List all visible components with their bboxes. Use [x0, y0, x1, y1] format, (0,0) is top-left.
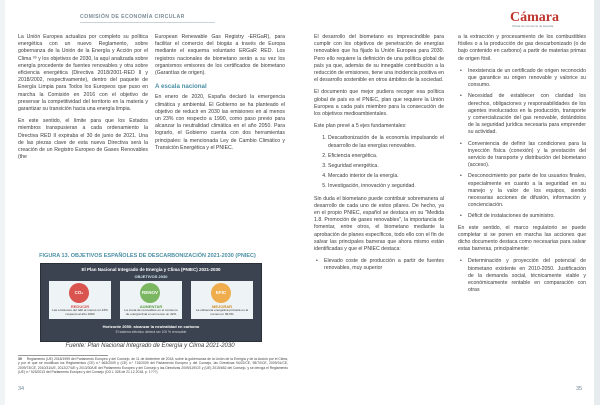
axes-list [314, 135, 444, 190]
list-item: • Determinación y proyección del potencial de biometano existente en 2010-2050. Justificación de la demanda social, técnicamente viable y económicamente rentable en comparación con otras [468, 258, 586, 294]
mid-paragraph-2: En enero de 2020, España declaró la emergencia climática y ambiental. El Gobierno se ha planteado el objetivo de reducir en 2030 las emisiones en al menos un 23% con respecto a 1990, como paso previo para alcanzar la neutralidad climática en el año 2050. Para lograrlo, el Gobierno cuenta con dos herramientas principales: la mencionada Ley de Cambio Climático y Transición Energética y el PNIEC. [155, 94, 285, 151]
page-edge-left [0, 0, 5, 405]
actions-list [458, 258, 586, 294]
list-item: 3. Seguridad energética. [328, 163, 444, 170]
header-rule [80, 22, 215, 23]
card-text: La cuota de renovables en el consumo de energía final en al menos un 42% [124, 308, 178, 316]
figure-footer: Horizonte 2050: alcanzar la neutralidad en carbono [102, 324, 200, 329]
list-item: 1. Descarbonización de la economía impulsando el desarrollo de las energías renovables. [328, 135, 444, 149]
right-column-2 [458, 34, 586, 299]
logo-sub: Oficial de Comercio de España [512, 24, 554, 28]
r2-paragraph-2: En este sentido, el marco regulatorio se puede completar si se ponen en marcha las acciones que dicho documento destaca como necesarias para salvar estas barreras, principalmente: [458, 224, 586, 253]
figure-subtitle: OBJETIVOS 2030 [134, 274, 168, 279]
footnote-text: Reglamento (UE) 2018/1999 del Parlamento Europeo y del Consejo, de 11 de diciembre de 2018, sobre la gobernanza de la Unión de la Energía y de la Acción por el Clima, y por el que se modifican los Reglamentos (CE) n.º 663/2009 y (CE) n.º 715/2009 del Parlamento Europeo y del Consejo, las Directivas 94/22/CE, 98/70/CE, 2009/31/CE, 2009/73/CE, 2010/31/UE, 2012/27/UE y 2013/30/UE del Parlamento Europeo y del Consejo y las Directivas 2009/119/CE y (UE) 2015/652 del Consejo, y se deroga el Reglamento (UE) n.º 525/2013 del Parlamento Europeo y del Consejo (DO L 328 de 21.12.2018, p. 1???) [18, 357, 288, 375]
list-item: 5. Investigación, innovación y seguridad. [328, 183, 444, 190]
header-title: COMISIÓN DE ECONOMÍA CIRCULAR [80, 14, 185, 20]
card-title: MEJORAR [211, 304, 232, 309]
card-text: Las emisiones del GEI al menos un 23% respecto al año 1990 [52, 308, 108, 316]
logo-name: Cámara [510, 10, 559, 25]
right-column-1 [314, 34, 444, 277]
left-paragraph-1: La Unión Europea actualiza por completo su política energética con un nuevo Reglamento, sobre gobernanza de la Unión de la Energía y Acción por el Clima ³⁹ y los objetivos de 2030, la aquí analizada sobre energía procedente de fuentes renovables y otra sobre eficiencia energética (Directiva 2018/2001-RED II y 2018/2002, respectivamente), dentro del paquete de Energía Limpia para Todos los Europeos que puso en marcha la Comisión en 2016 con el objetivo de preservar la competitividad del territorio en la materia y garantizar su transición hacia una energía limpia. [18, 34, 148, 113]
page-number-left: 34 [18, 386, 25, 392]
co2-icon: CO₂ [69, 283, 89, 303]
mid-paragraph-1: European Renewable Gas Registry -ERGaR), para facilitar el comercio del biogás a través de Europa mediante el esquema voluntario ERGaR RED. Los registros nacionales de biometano serán a su vez los organismos emisores de los certificados de biometano (Garantías de origen). [155, 34, 285, 77]
list-item: 2. Eficiencia energética. [328, 153, 444, 160]
footnote-rule [18, 355, 108, 356]
r1-paragraph-4: Sin duda el biometano puede contribuir sobremanera al desarrollo de cada uno de estos pilares. De hecho, ya en el propio PNIEC, español se destaca en su "Medida 1.8. Promoción de gases renovables", la importancia de fomentar, entre otros, el biometano mediante la aprobación de planes específicos, todo ello con el fin de salvar las principales barreras que ahora mismo están identificadas y que el PNIEC destaca: [314, 195, 444, 253]
page-number-right: 35 [576, 386, 583, 392]
figure-caption: FIGURA 13. OBJETIVOS ESPAÑOLES DE DESCARBONIZACIÓN 2021-2030 (PNIEC) [39, 253, 256, 259]
figure-pniec [40, 263, 262, 342]
barriers-list-cont [458, 68, 586, 221]
list-item: • Necesidad de establecer con claridad los derechos, obligaciones y responsabilidades de los agentes involucrados en la producción, transporte y comercialización del gas renovable, dotándolos de la seguridad jurídica necesaria para emprender su actividad. [468, 93, 586, 136]
list-item: • Inexistencia de un certificado de origen reconocido que garantice su origen renovable y valorice su consumo. [468, 68, 586, 90]
figure-card-reduce [49, 281, 111, 319]
list-item: • Elevado coste de producción a partir de fuentes renovables, muy superior [324, 258, 444, 272]
figure-card-increase [120, 281, 182, 319]
section-heading: A escala nacional [155, 83, 207, 91]
efficiency-icon: EFIC [211, 283, 231, 303]
card-title: AUMENTAR [139, 304, 163, 309]
figure-source: Fuente: Plan Nacional Integrado de Energía y Clima 2021-2030 [65, 343, 235, 349]
left-column [18, 34, 148, 166]
list-item: • Déficit de instalaciones de suministro. [468, 213, 586, 220]
r1-paragraph-1: El desarrollo del biometano es imprescindible para cumplir con los objetivos de penetración de energías renovables que ha fijado la Unión Europea para 2030. Pero ello requiere la definición de una política global de país ya que, además de su innegable contribución a la reducción de emisiones, tiene una incidencia positiva en el desarrollo sostenible en otros ámbitos de la sociedad. [314, 34, 444, 84]
camara-logo [510, 10, 562, 30]
r2-paragraph-1: a la extracción y procesamiento de los combustibles fósiles o a la producción de gas descarbonizado (o de bajo contenido en carbono) a partir de materias primas de origen fósil. [458, 34, 586, 62]
card-title: REDUCIR [70, 304, 90, 309]
list-item: 4. Mercado interior de la energía. [328, 173, 444, 180]
renewable-icon: RENOV [140, 283, 160, 303]
list-item: • Conveniencia de definir las condiciones para la inyección física (conexión) y la prestación del servicio de transporte y distribución del biometano (acceso). [468, 141, 586, 170]
r1-paragraph-3: Este plan prevé a 5 ejes fundamentales: [314, 123, 407, 130]
footnote [18, 357, 288, 375]
figure-card-improve [191, 281, 253, 319]
barriers-list [314, 258, 444, 272]
figure-title: El Plan Nacional Integrado de Energía y Clima (PNIEC) 2021-2030 [81, 267, 221, 272]
middle-column [155, 34, 285, 157]
r1-paragraph-2: El documento que mejor pudiera recoger esa política global de país es el PNIEC, plan que requiere la Unión Europea a cada país miembro para la consecución de los objetivos medioambientales. [314, 89, 444, 118]
page-edge-right [594, 0, 600, 405]
card-text: La eficiencia energética primaria en al menos un 39,5% [195, 308, 249, 316]
figure-footer-note: El sistema eléctrico deberá ser 100 % renovable [115, 330, 187, 334]
footnote-number: 39 [18, 357, 22, 361]
list-item: • Desconocimiento por parte de los usuarios finales, especialmente en cuanto a la seguridad en su manejo y la valor de los equipos, siendo necesarias acciones de difusión, información y concienciación. [468, 173, 586, 209]
left-paragraph-2: En este sentido, el límite para que los Estados miembros transpusieran a cada ordenamiento la Directiva RED II expiraba el 30 de junio de 2021. Una de las piezas clave de esta nueva Directiva será la creación de un Registro Europeo de Gases Renovables (the [18, 118, 148, 161]
